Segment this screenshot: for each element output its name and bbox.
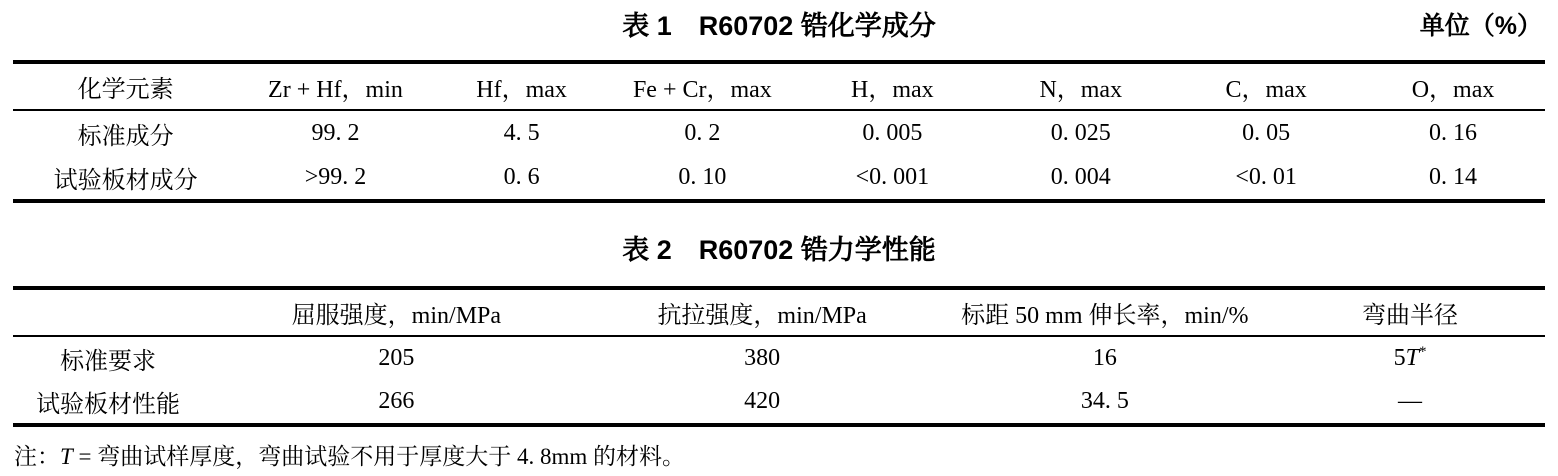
table2-header-elongation: 标距 50 mm 伸长率，min/% <box>935 288 1275 336</box>
bend-symbol: T <box>1405 345 1419 371</box>
table1-cell: <0. 001 <box>855 163 930 190</box>
table1-cell: 99. 2 <box>311 119 360 146</box>
table2-caption-row <box>0 228 1558 272</box>
table1-cell: 0. 005 <box>862 119 923 146</box>
table1-cell: 0. 14 <box>1429 163 1478 190</box>
table2-container <box>13 286 1545 427</box>
table2-footnote <box>14 438 685 471</box>
table1-header-zr-hf-min: Zr + Hf，min <box>238 62 433 110</box>
footnote-prefix: 注： <box>14 444 60 469</box>
table1-header-element: 化学元素 <box>13 62 238 110</box>
table1-cell: <0. 01 <box>1235 163 1297 190</box>
table1-header-hf-max: Hf，max <box>433 62 611 110</box>
table1-cell: 4. 5 <box>503 119 540 146</box>
table2 <box>13 286 1545 427</box>
table2-row-label: 标准要求 <box>60 349 157 375</box>
table1-header-o-max: O，max <box>1361 62 1545 110</box>
table2-cell: 16 <box>1092 345 1117 371</box>
table1-unit-label: 单位（%） <box>1419 12 1542 40</box>
table2-row-test-plate <box>13 380 1545 425</box>
table2-cell-bend <box>1275 336 1545 380</box>
table1-container <box>13 60 1545 203</box>
table2-cell: 380 <box>744 345 781 371</box>
footnote-text: = 弯曲试样厚度，弯曲试验不用于厚度大于 4. 8mm 的材料。 <box>72 444 686 469</box>
table1-cell: 0. 16 <box>1429 119 1478 146</box>
table1-row-label: 标准成分 <box>77 123 174 150</box>
table1-row-test-plate <box>13 155 1545 201</box>
table2-row-label: 试验板材性能 <box>36 392 181 418</box>
table2-header-blank <box>13 288 203 336</box>
table2-title: 表 2 R60702 锆力学性能 <box>622 235 936 265</box>
table2-header-yield: 屈服强度，min/MPa <box>203 288 589 336</box>
table1-header-row <box>13 62 1545 110</box>
table1-header-fe-cr-max: Fe + Cr，max <box>610 62 794 110</box>
bend-number: 5 <box>1393 345 1406 371</box>
table1-caption-row <box>0 4 1558 48</box>
table1-cell: 0. 025 <box>1050 119 1111 146</box>
table2-cell: 420 <box>744 388 781 414</box>
table1-header-n-max: N，max <box>990 62 1171 110</box>
table1 <box>13 60 1545 203</box>
table2-cell-bend <box>1275 380 1545 425</box>
table1-cell: 0. 004 <box>1050 163 1111 190</box>
table1-cell: 0. 10 <box>678 163 727 190</box>
bend-asterisk: * <box>1418 344 1427 360</box>
table2-cell: 205 <box>378 345 415 371</box>
table1-cell: 0. 6 <box>503 163 540 190</box>
table1-cell: >99. 2 <box>304 163 367 190</box>
footnote-symbol: T <box>60 444 73 469</box>
table1-header-c-max: C，max <box>1171 62 1361 110</box>
table2-cell: 266 <box>378 388 415 414</box>
table2-header-tensile: 抗拉强度，min/MPa <box>590 288 935 336</box>
table2-row-standard <box>13 336 1545 380</box>
table1-title: 表 1 R60702 锆化学成分 <box>622 11 936 41</box>
table1-cell: 0. 05 <box>1242 119 1291 146</box>
bend-number: — <box>1398 388 1423 414</box>
table1-row-standard <box>13 110 1545 155</box>
table2-header-bend: 弯曲半径 <box>1275 288 1545 336</box>
table2-cell: 34. 5 <box>1080 388 1129 414</box>
table1-header-h-max: H，max <box>794 62 990 110</box>
table1-row-label: 试验板材成分 <box>53 167 198 194</box>
table1-cell: 0. 2 <box>684 119 721 146</box>
table2-header-row <box>13 288 1545 336</box>
